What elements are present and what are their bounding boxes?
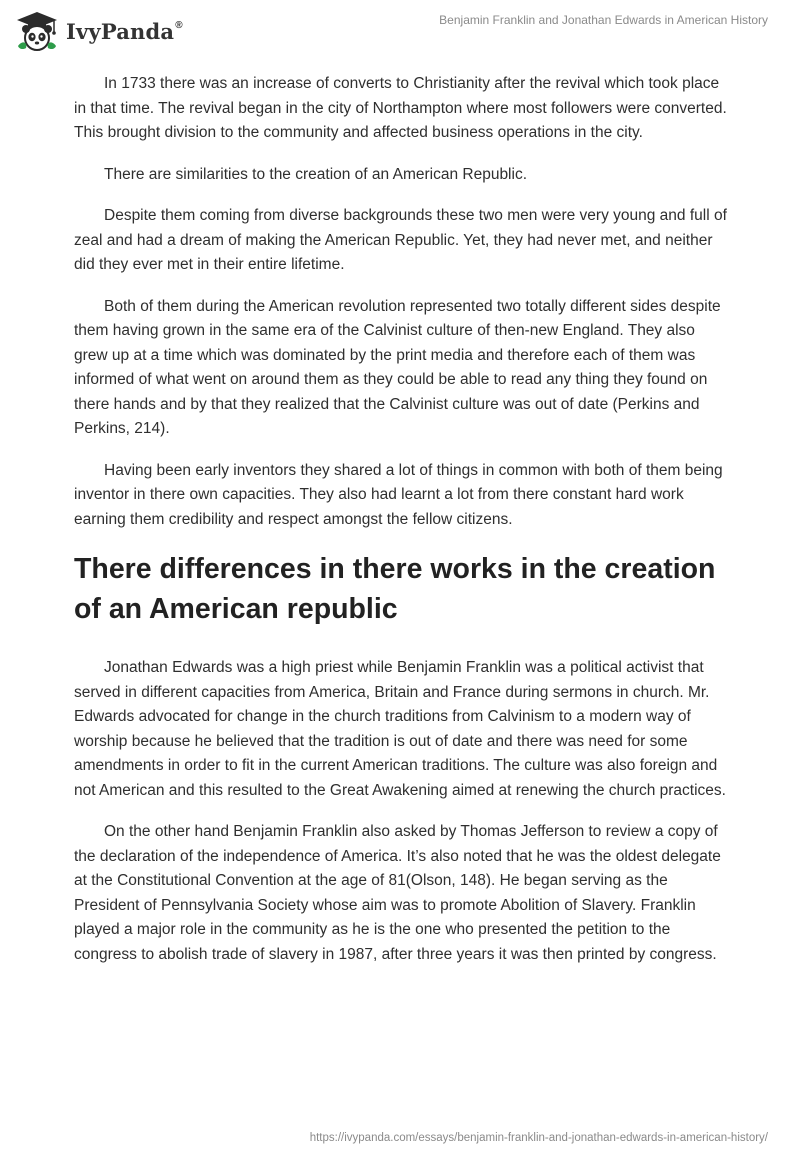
paragraph-revolution: Both of them during the American revolution represented two totally different sides despite them having grown in the same era of the Calvinist culture of then-new England. They also grew up at a time which was dominated by the print media and therefore each of them was informed of what went on around them as they could be able to read any thing they found on there hands and by that they realized that the Calvinist culture was out of date (Perkins and Perkins, 214). [74, 297, 721, 437]
paragraph-revival: In 1733 there was an increase of converts to Christianity after the revival which took place in that time. The revival began in the city of Northampton where most followers were converted. This brought division to the community and affected business operations in the city. [74, 75, 727, 141]
registered-mark: ® [175, 19, 183, 31]
source-url[interactable]: https://ivypanda.com/essays/benjamin-franklin-and-jonathan-edwards-in-american-history/ [309, 1132, 768, 1144]
section-heading: There differences in there works in the creation of an American republic [74, 553, 716, 625]
paragraph-similarities: There are similarities to the creation of an American Republic. [104, 165, 528, 183]
paragraph-inventors: Having been early inventors they shared a lot of things in common with both of them being inventor in there own capacities. They also had learnt a lot from there constant hard work earning them credibility and respect amongst the fellow citizens. [74, 461, 723, 528]
panda-graduate-icon [14, 10, 60, 52]
paragraph-backgrounds: Despite them coming from diverse backgrounds these two men were very young and full of zeal and had a dream of making the American Republic. Yet, they had never met, and neither did they ever met in their entire lifetime. [74, 207, 727, 273]
brand-name: IvyPanda® [66, 18, 183, 44]
document-title: Benjamin Franklin and Jonathan Edwards in American History [439, 13, 768, 27]
paragraph-edwards: Jonathan Edwards was a high priest while Benjamin Franklin was a political activist that served in different capacities from America, Britain and France during sermons in church. Mr. Edwards advocated for change in the church traditions from Calvinism to a modern way of worship because he believed that the tradition is out of date and there was need for some amendments in order to fit in the current American traditions. The culture was also foreign and not American and this resulted to the Great Awakening aimed at renewing the church practices. [74, 659, 726, 799]
paragraph-franklin: On the other hand Benjamin Franklin also asked by Thomas Jefferson to review a copy of the declaration of the independence of America. It’s also noted that he was the oldest delegate at the Constitutional Convention at the age of 81(Olson, 148). He began serving as the President of Pennsylvania Society whose aim was to promote Abolition of Slavery. Franklin played a major role in the community as he is the one who presented the petition to the congress to abolish trade of slavery in 1987, after three years it was then printed by congress. [74, 823, 721, 963]
page-header [0, 0, 800, 60]
brand-logo[interactable] [14, 10, 183, 52]
essay-content [74, 72, 728, 984]
